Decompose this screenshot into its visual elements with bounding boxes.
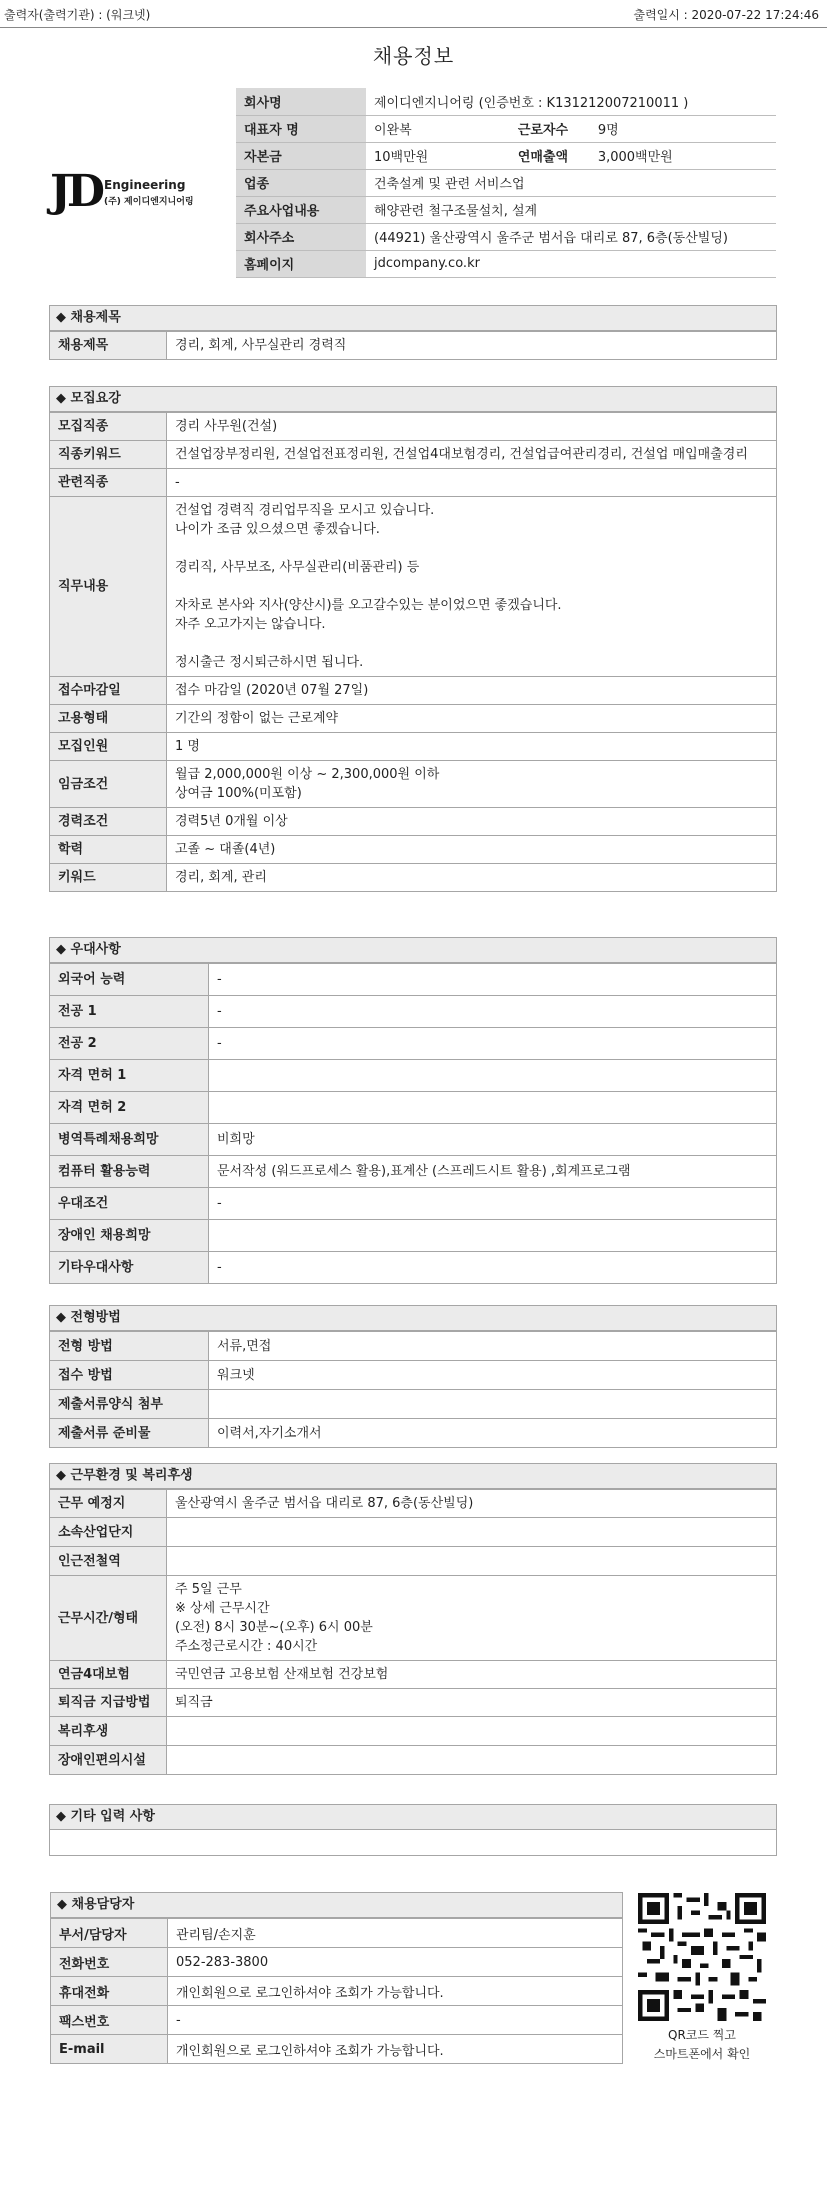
row-value: 고졸 ~ 대졸(4년) — [167, 836, 777, 864]
recruit-section-head: ◆ 모집요강 — [49, 386, 777, 412]
workers-label: 근로자수 — [510, 115, 590, 142]
row-label: 우대조건 — [50, 1188, 209, 1220]
table-row — [50, 1518, 777, 1547]
other-section-head: ◆ 기타 입력 사항 — [49, 1804, 777, 1830]
row-label: 근무 예정지 — [50, 1490, 167, 1518]
other-section — [49, 1804, 777, 1856]
row-value — [167, 1717, 777, 1746]
row-value: 건설업장부정리원, 건설업전표정리원, 건설업4대보험경리, 건설업급여관리경리, 건설업 매입매출경리 — [167, 441, 777, 469]
company-address-row — [236, 223, 776, 250]
business-label: 주요사업내용 — [236, 196, 366, 223]
workers-value: 9명 — [590, 115, 776, 142]
row-value: - — [209, 996, 777, 1028]
table-row — [50, 808, 777, 836]
table-row — [50, 1188, 777, 1220]
row-value: 비희망 — [209, 1124, 777, 1156]
row-label: 모집직종 — [50, 413, 167, 441]
ceo-value: 이완복 — [366, 115, 510, 142]
table-row — [51, 1919, 623, 1948]
logo-korean: (주) 제이디엔지니어링 — [104, 197, 194, 207]
row-label: 전형 방법 — [50, 1332, 209, 1361]
table-row — [50, 413, 777, 441]
row-value: 월급 2,000,000원 이상 ~ 2,300,000원 이하 상여금 100%(미포함) — [167, 761, 777, 808]
ceo-label: 대표자 명 — [236, 115, 366, 142]
row-value — [167, 1518, 777, 1547]
qr-caption-line2: 스마트폰에서 확인 — [653, 2047, 751, 2061]
table-row — [51, 1948, 623, 1977]
row-label: 퇴직금 지급방법 — [50, 1689, 167, 1717]
row-label: 자격 면허 2 — [50, 1092, 209, 1124]
company-info-table — [236, 88, 776, 278]
row-label: 전공 2 — [50, 1028, 209, 1060]
industry-label: 업종 — [236, 169, 366, 196]
print-datetime: 출력일시 : 2020-07-22 17:24:46 — [633, 8, 819, 22]
row-value: - — [209, 964, 777, 996]
table-row — [51, 1977, 623, 2006]
table-row — [50, 1156, 777, 1188]
company-name-row — [236, 88, 776, 115]
row-label: 병역특례채용희망 — [50, 1124, 209, 1156]
row-label: 전화번호 — [51, 1948, 168, 1977]
print-source: 출력자(출력기관) : (워크넷) — [4, 8, 151, 22]
row-value: 문서작성 (워드프로세스 활용),표계산 (스프레드시트 활용) ,회계프로그램 — [209, 1156, 777, 1188]
row-label: 팩스번호 — [51, 2006, 168, 2035]
table-row — [50, 733, 777, 761]
selection-section — [49, 1305, 777, 1448]
table-row — [50, 677, 777, 705]
row-value: 1 명 — [167, 733, 777, 761]
table-row — [50, 1220, 777, 1252]
company-logo — [50, 166, 220, 218]
address-value: (44921) 울산광역시 울주군 범서읍 대리로 87, 6층(동산빌딩) — [366, 223, 776, 250]
row-label: 학력 — [50, 836, 167, 864]
row-label: 기타우대사항 — [50, 1252, 209, 1284]
row-value: 관리팀/손지훈 — [168, 1919, 623, 1948]
table-row — [50, 1252, 777, 1284]
recruit-table — [49, 412, 777, 892]
job-title-table — [49, 331, 777, 360]
contact-table — [50, 1918, 623, 2064]
row-value: - — [209, 1252, 777, 1284]
table-row — [50, 1124, 777, 1156]
row-label: 모집인원 — [50, 733, 167, 761]
table-row — [50, 705, 777, 733]
row-value — [209, 1390, 777, 1419]
row-label: 제출서류 준비물 — [50, 1419, 209, 1448]
row-value: 국민연금 고용보험 산재보험 건강보험 — [167, 1661, 777, 1689]
row-label: 소속산업단지 — [50, 1518, 167, 1547]
table-row — [50, 1576, 777, 1661]
row-value: 서류,면접 — [209, 1332, 777, 1361]
row-value: 개인회원으로 로그인하셔야 조회가 가능합니다. — [168, 2035, 623, 2064]
qr-caption-line1: QR코드 찍고 — [668, 2028, 736, 2042]
row-label: 근무시간/형태 — [50, 1576, 167, 1661]
table-row — [50, 996, 777, 1028]
row-value: 개인회원으로 로그인하셔야 조회가 가능합니다. — [168, 1977, 623, 2006]
row-label: 인근전철역 — [50, 1547, 167, 1576]
row-label: 관련직종 — [50, 469, 167, 497]
row-label: 고용형태 — [50, 705, 167, 733]
qr-caption — [620, 2026, 784, 2064]
other-empty-row — [49, 1830, 777, 1856]
table-row — [50, 1661, 777, 1689]
sales-label: 연매출액 — [510, 142, 590, 169]
table-row — [50, 964, 777, 996]
row-label: 접수 방법 — [50, 1361, 209, 1390]
logo-english: Engineering — [104, 178, 186, 192]
row-value: 워크넷 — [209, 1361, 777, 1390]
company-name-label: 회사명 — [236, 88, 366, 115]
row-value: 경리 사무원(건설) — [167, 413, 777, 441]
row-label: 복리후생 — [50, 1717, 167, 1746]
table-row — [50, 1361, 777, 1390]
phone-value: 052-283-3800 — [168, 1948, 623, 1977]
row-label: 연금4대보험 — [50, 1661, 167, 1689]
table-row — [50, 497, 777, 677]
table-row — [50, 1419, 777, 1448]
row-value: 경력5년 0개월 이상 — [167, 808, 777, 836]
company-homepage-row — [236, 250, 776, 277]
table-row — [50, 1717, 777, 1746]
table-row — [50, 1390, 777, 1419]
company-name-value: 제이디엔지니어링 (인증번호 : K131212007210011 ) — [366, 88, 776, 115]
table-row — [50, 1092, 777, 1124]
job-description: 건설업 경력직 경리업무직을 모시고 있습니다. 나이가 조금 있으셨으면 좋겠습니다. 경리직, 사무보조, 사무실관리(비품관리) 등 자차로 본사와 지사(양산시)를 오고갈수있는 분이었으면 좋겠습니다. 자주 오고가지는 않습니다. 정시출근 정시퇴근하시면 됩니다. — [167, 497, 777, 677]
company-business-row — [236, 196, 776, 223]
table-row — [51, 2035, 623, 2064]
job-title-section — [49, 305, 777, 360]
table-row — [51, 2006, 623, 2035]
table-row — [50, 441, 777, 469]
table-row — [50, 1028, 777, 1060]
address-label: 회사주소 — [236, 223, 366, 250]
row-value: 접수 마감일 (2020년 07월 27일) — [167, 677, 777, 705]
row-label: 컴퓨터 활용능력 — [50, 1156, 209, 1188]
row-value: - — [167, 469, 777, 497]
contact-section-head: ◆ 채용담당자 — [50, 1892, 623, 1918]
row-label: 직무내용 — [50, 497, 167, 677]
row-value: 퇴직금 — [167, 1689, 777, 1717]
company-industry-row — [236, 169, 776, 196]
homepage-label: 홈페이지 — [236, 250, 366, 277]
row-value — [209, 1060, 777, 1092]
preference-table — [49, 963, 777, 1284]
row-value: 주 5일 근무 ※ 상세 근무시간 (오전) 8시 30분~(오후) 6시 00분 주소정근로시간 : 40시간 — [167, 1576, 777, 1661]
row-value: 기간의 정함이 없는 근로계약 — [167, 705, 777, 733]
row-label: 접수마감일 — [50, 677, 167, 705]
row-label: 전공 1 — [50, 996, 209, 1028]
capital-value: 10백만원 — [366, 142, 510, 169]
qr-code-icon — [638, 1893, 766, 2021]
row-label: 부서/담당자 — [51, 1919, 168, 1948]
preference-section-head: ◆ 우대사항 — [49, 937, 777, 963]
row-value: 경리, 회계, 관리 — [167, 864, 777, 892]
job-title-value: 경리, 회계, 사무실관리 경력직 — [167, 332, 777, 360]
row-label: 경력조건 — [50, 808, 167, 836]
table-row — [50, 1746, 777, 1775]
row-label: 제출서류양식 첨부 — [50, 1390, 209, 1419]
row-label: 직종키워드 — [50, 441, 167, 469]
sales-value: 3,000백만원 — [590, 142, 776, 169]
table-row — [50, 1332, 777, 1361]
industry-value: 건축설계 및 관련 서비스업 — [366, 169, 776, 196]
row-label: 외국어 능력 — [50, 964, 209, 996]
table-row — [50, 469, 777, 497]
row-label: 장애인 채용희망 — [50, 1220, 209, 1252]
job-title-label: 채용제목 — [50, 332, 167, 360]
row-value — [209, 1092, 777, 1124]
contact-section — [50, 1892, 623, 2064]
table-row — [50, 332, 777, 360]
row-value: - — [209, 1188, 777, 1220]
table-row — [50, 864, 777, 892]
logo-mark: JD — [50, 166, 101, 217]
table-row — [50, 1689, 777, 1717]
work-section-head: ◆ 근무환경 및 복리후생 — [49, 1463, 777, 1489]
selection-section-head: ◆ 전형방법 — [49, 1305, 777, 1331]
table-row — [50, 1060, 777, 1092]
row-value: 울산광역시 울주군 범서읍 대리로 87, 6층(동산빌딩) — [167, 1490, 777, 1518]
row-value — [167, 1547, 777, 1576]
row-label: E-mail — [51, 2035, 168, 2064]
selection-table — [49, 1331, 777, 1448]
table-row — [50, 836, 777, 864]
row-value: - — [168, 2006, 623, 2035]
row-value: 이력서,자기소개서 — [209, 1419, 777, 1448]
recruit-section — [49, 386, 777, 892]
work-table — [49, 1489, 777, 1775]
page-title: 채용정보 — [372, 44, 455, 68]
row-label: 임금조건 — [50, 761, 167, 808]
row-label: 휴대전화 — [51, 1977, 168, 2006]
capital-label: 자본금 — [236, 142, 366, 169]
print-header — [0, 0, 827, 28]
table-row — [50, 761, 777, 808]
work-section — [49, 1463, 777, 1775]
row-label: 키워드 — [50, 864, 167, 892]
job-title-section-head: ◆ 채용제목 — [49, 305, 777, 331]
row-value: - — [209, 1028, 777, 1060]
company-capital-row — [236, 142, 776, 169]
row-label: 장애인편의시설 — [50, 1746, 167, 1775]
business-value: 해양관련 철구조물설치, 설계 — [366, 196, 776, 223]
row-label: 자격 면허 1 — [50, 1060, 209, 1092]
table-row — [50, 1490, 777, 1518]
preference-section — [49, 937, 777, 1284]
row-value — [167, 1746, 777, 1775]
row-value — [209, 1220, 777, 1252]
homepage-link[interactable]: jdcompany.co.kr — [366, 250, 776, 277]
company-ceo-row — [236, 115, 776, 142]
table-row — [50, 1547, 777, 1576]
